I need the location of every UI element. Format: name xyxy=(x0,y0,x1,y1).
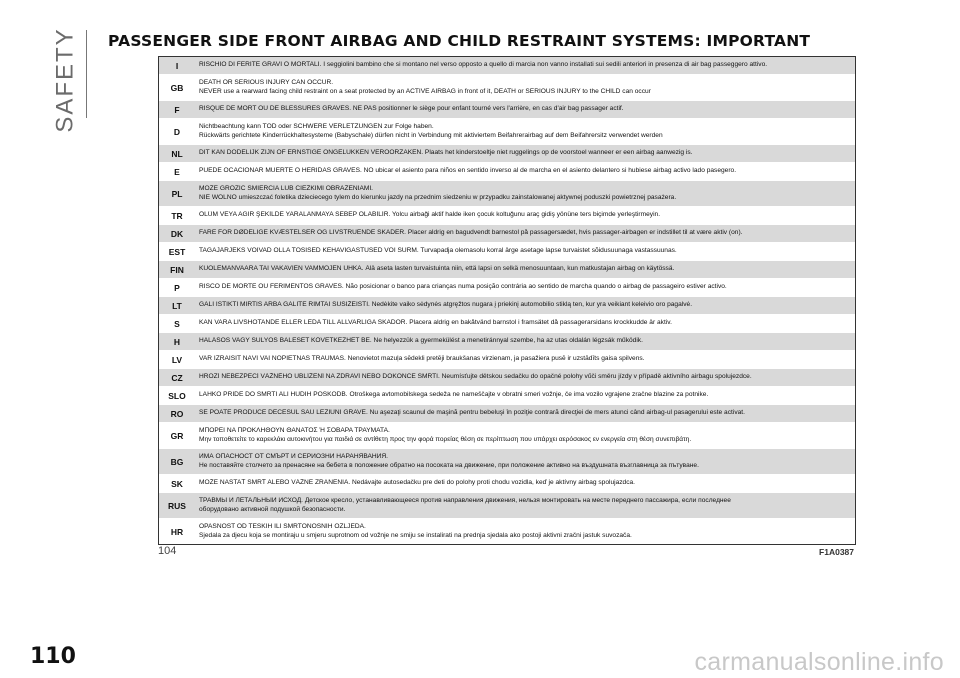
table-row xyxy=(159,119,855,145)
table-row xyxy=(159,387,855,405)
warning-text xyxy=(195,453,855,470)
table-row xyxy=(159,261,855,279)
warning-text xyxy=(195,301,855,310)
table-row xyxy=(159,449,855,475)
warning-line-2: Μην τοποθετείτε το καρεκλάκι αυτοκινήτου για παιδιά σε αντίθετη προς την φορά πορείας θέση σε περίπτωση που υπάρχει αερόσακος εν ενεργεία στη θέση συνεπιβάτη. xyxy=(199,435,692,443)
table-row xyxy=(159,163,855,181)
warning-line-2: Sjedala za djecu koja se montiraju u smjeru suprotnom od vožnje ne smiju se instalirati na prednja sjedala ako postoji aktivni zračni jastuk suvozača. xyxy=(199,531,632,539)
warning-text xyxy=(195,265,855,274)
warning-line-1: ИМА ОПАСНОСТ ОТ СМЪРТ И СЕРИОЗНИ НАРАНЯВАНИЯ. xyxy=(199,452,389,460)
warning-line-1: LAHKO PRIDE DO SMRTI ALI HUDIH POŠKODB. Otroškega avtomobilskega sedeža ne nameščajte v obratni smeri vožnje, če ima vozilo vgrajene zračne blazine za potnike. xyxy=(199,391,709,399)
section-divider xyxy=(86,30,87,118)
warning-text xyxy=(195,211,855,220)
table-row xyxy=(159,145,855,163)
warning-line-1: MOŻE GROZIĆ ŚMIERCIA LUB CIEŻKIMI OBRAŻENIAMI. xyxy=(199,184,374,192)
table-row xyxy=(159,369,855,387)
warning-text xyxy=(195,409,855,418)
table-row xyxy=(159,315,855,333)
warning-line-1: HROZÍ NEBEZPEČÍ VÁŽNÉHO UBLÍŽENÍ NA ZDRAVÍ NEBO DOKONCE SMRTI. Neumísťujte dětskou sedačku do opačné polohy vůči směru jízdy v případě aktivního airbagu spolujezdce. xyxy=(199,373,752,381)
watermark-text: carmanualsonline.info xyxy=(694,648,944,676)
language-code: F xyxy=(174,104,180,115)
table-row xyxy=(159,333,855,351)
warning-line-2: NEVER use a rearward facing child restraint on a seat protected by an ACTIVE AIRBAG in front of it, DEATH or SERIOUS INJURY to the CHILD can occur xyxy=(199,87,651,95)
table-row xyxy=(159,405,855,423)
warning-line-1: DIT KAN DODELIJK ZIJN OF ERNSTIGE ONGELUKKEN VEROORZAKEN. Plaats het kinderstoeltje niet ruggelings op de voorstoel wanneer er een airbag aanwezig is. xyxy=(199,149,693,157)
inner-page-number: 104 xyxy=(158,545,177,557)
table-row xyxy=(159,207,855,225)
warning-line-1: RISQUE DE MORT OU DE BLESSURES GRAVES. NE PAS positionner le siège pour enfant tourné vers l'arrière, en cas d'air bag passager actif. xyxy=(199,105,624,113)
warning-line-1: VAR IZRAISĪT NĀVI VAI NOPIETNAS TRAUMAS. Nenovietot mazuļa sēdekli pretēji braukšanas virzienam, ja pasažiera pusē ir uzstādīts gaisa spilvens. xyxy=(199,355,645,363)
warning-line-1: SE POATE PRODUCE DECESUL SAU LEZIUNI GRAVE. Nu aşezaţi scaunul de maşină pentru bebeluşi în poziţie contrară direcţiei de mers atunci când airbag-ul pasagerului este activat. xyxy=(199,409,745,417)
warning-text xyxy=(195,167,855,176)
warning-text xyxy=(195,523,855,540)
language-code: GB xyxy=(170,82,184,93)
language-code: RO xyxy=(170,408,184,419)
warning-text xyxy=(195,319,855,328)
warning-line-1: DEATH OR SERIOUS INJURY CAN OCCUR. xyxy=(199,78,334,86)
warning-line-2: Rückwärts gerichtete Kinderrückhaltesysteme (Babyschale) dürfen nicht in Verbindung mit aktiviertem Beifahrerairbag auf dem Beifahrersitz verwendet werden xyxy=(199,131,663,139)
warning-line-1: OPASNOST OD TEŠKIH ILI SMRTONOSNIH OZLJEDA. xyxy=(199,522,366,530)
table-row xyxy=(159,181,855,207)
language-code: P xyxy=(174,282,180,293)
language-code: PL xyxy=(171,188,183,199)
warning-text xyxy=(195,337,855,346)
table-row xyxy=(159,519,855,545)
warning-text xyxy=(195,61,855,70)
warning-text xyxy=(195,229,855,238)
language-code: EST xyxy=(168,246,186,257)
warning-line-2: NIE WOLNO umieszczać foletika dzieciecego tylem do kierunku jazdy na przednim siedzeniu w przypadku zainstalowanej aktywnej poduszki powietrznej pasażera. xyxy=(199,193,677,201)
warning-line-2: Не поставяйте столчето за пренасяне на бебета в положение обратно на посоката на движение, при положение активно на въздушната възглавница за пътуване. xyxy=(199,461,699,469)
language-code: LT xyxy=(172,300,182,311)
warning-text xyxy=(195,391,855,400)
language-code: CZ xyxy=(171,372,183,383)
language-code: BG xyxy=(170,456,184,467)
warning-line-2: оборудовано активной подушкой безопасности. xyxy=(199,505,346,513)
language-code: NL xyxy=(171,148,183,159)
language-code: TR xyxy=(171,210,183,221)
table-row xyxy=(159,243,855,261)
section-label: SAFETY xyxy=(52,27,80,133)
warning-line-1: RISCO DE MORTE OU FERIMENTOS GRAVES. Não posicionar o banco para crianças numa posição contrária ao sentido de marcha quando o airbag de passageiro estiver activo. xyxy=(199,283,727,291)
table-row xyxy=(159,475,855,493)
language-code: I xyxy=(175,60,179,71)
warning-table xyxy=(158,56,856,545)
language-code: RUS xyxy=(168,500,186,511)
warning-text xyxy=(195,283,855,292)
table-row xyxy=(159,225,855,243)
page-title: PASSENGER SIDE FRONT AIRBAG AND CHILD RESTRAINT SYSTEMS: IMPORTANT xyxy=(108,32,811,50)
warning-line-1: TAGAJÄRJEKS VÕIVAD OLLA TÕSISED KEHAVIGASTUSED VÕI SURM. Turvapadja olemasolu korral ärge asetage lapse turvaistet sõidusuunaga vastassuunas. xyxy=(199,247,677,255)
table-row xyxy=(159,423,855,449)
warning-line-1: MÔŽE NASTAŤ SMRŤ ALEBO VÁŽNE ZRANENIA. Nedávajte autosedačku pre deti do polohy proti chodu vozidla, keď je aktívny airbag spolujazdca. xyxy=(199,479,636,487)
warning-text xyxy=(195,373,855,382)
warning-line-1: PUEDE OCACIONAR MUERTE O HERIDAS GRAVES. NO ubicar el asiento para niños en sentido inverso al de marcha en el asiento delantero si hubiese airbag activo lado pasegero. xyxy=(199,167,737,175)
warning-line-1: Nichtbeachtung kann TOD oder SCHWERE VERLETZUNGEN zur Folge haben. xyxy=(199,122,434,130)
table-row xyxy=(159,493,855,519)
warning-line-1: ТРАВМЫ И ЛЕТАЛЬНЫЙ ИСХОД. Детское кресло, устанавливающееся против направления движения, нельзя монтировать на месте переднего пассажира, если последнее xyxy=(199,496,731,504)
figure-code: F1A0387 xyxy=(819,547,854,557)
manual-page-number: 110 xyxy=(30,644,76,669)
table-row xyxy=(159,57,855,75)
language-code: SK xyxy=(171,478,183,489)
warning-text xyxy=(195,497,855,514)
warning-line-1: KUOLEMANVAARA TAI VAKAVIEN VAMMOJEN UHKA. Älä aseta lasten turvaistuinta niin, että lapsi on selkä menosuuntaan, kun matkustajan airbag on käytössä. xyxy=(199,265,675,273)
warning-text xyxy=(195,247,855,256)
warning-text xyxy=(195,149,855,158)
table-row xyxy=(159,351,855,369)
warning-text xyxy=(195,123,855,140)
language-code: H xyxy=(173,336,181,347)
warning-line-1: KAN VARA LIVSHOTANDE ELLER LEDA TILL ALLVARLIGA SKADOR. Placera aldrig en bakåtvänd barnstol i framsätet då passagerarsidans krockkudde är aktiv. xyxy=(199,319,672,327)
language-code: GR xyxy=(170,430,184,441)
warning-text xyxy=(195,427,855,444)
warning-line-1: RISCHIO DI FERITE GRAVI O MORTALI. I seggiolini bambino che si montano nel verso opposto a quello di marcia non vanno installati sui sedili anteriori in presenza di air bag passeggero attivo. xyxy=(199,61,768,69)
warning-line-1: ΜΠΟΡΕΙ ΝΑ ΠΡΟΚΛΗΘΟΥΝ ΘΑΝΑΤΟΣ Ή ΣΟΒΑΡΑ ΤΡΑΥΜΑΤΑ. xyxy=(199,426,390,434)
language-code: D xyxy=(173,126,181,137)
warning-text xyxy=(195,79,855,96)
table-row xyxy=(159,101,855,119)
warning-text xyxy=(195,479,855,488)
warning-line-1: FARE FOR DØDELIGE KVÆSTELSER OG LIVSTRUENDE SKADER. Placer aldrig en bagudvendt barnestol på passagersædet, hvis passager-airbagen er indstillet til at være aktiv (on). xyxy=(199,229,743,237)
language-code: LV xyxy=(171,354,183,365)
language-code: FIN xyxy=(170,264,184,275)
warning-line-1: ÖLÜM VEYA AĞIR ŞEKİLDE YARALANMAYA SEBEP OLABİLİR. Yolcu airbaği aktif halde iken çocuk koltuğunu araç gidiş yönüne ters biçimde yerleştirmeyin. xyxy=(199,211,661,219)
table-row xyxy=(159,75,855,101)
language-code: DK xyxy=(170,228,184,239)
warning-text xyxy=(195,355,855,364)
language-code: SLO xyxy=(168,390,186,401)
warning-line-1: GALI IŠTIKTI MIRTIS ARBA GALITE RIMTAI SUSIŽEISTI. Nedėkite vaiko sėdynės atgręžtos nugara į priekinį automobilio stiklą ten, kur yra veikiant keleivio oro pagalvė. xyxy=(199,301,693,309)
warning-text xyxy=(195,185,855,202)
warning-line-1: HALÁSOS VAGY SÚLYOS BALESET KÖVETKEZHET BE. Ne helyezzük a gyermekülést a menetiránnyal szembe, ha az utas oldalán légzsák működik. xyxy=(199,337,643,345)
table-row xyxy=(159,279,855,297)
warning-text xyxy=(195,105,855,114)
table-row xyxy=(159,297,855,315)
language-code: S xyxy=(174,318,180,329)
language-code: HR xyxy=(170,526,184,537)
language-code: E xyxy=(174,166,180,177)
